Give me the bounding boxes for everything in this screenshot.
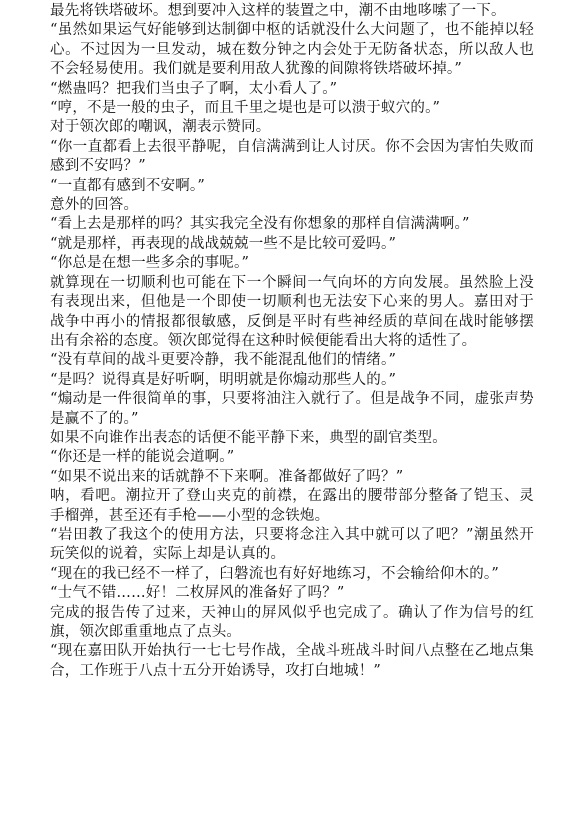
paragraph: “现在的我已经不一样了，臼磐流也有好好地练习，不会输给仰木的。”	[50, 565, 499, 582]
paragraph: 呐，看吧。潮拉开了登山夹克的前襟，在露出的腰带部分整备了铠玉、灵手榴弹，甚至还有手枪——小型的念铁炮。	[50, 488, 534, 524]
paragraph: 意外的回答。	[50, 197, 139, 214]
paragraph: “哼，不是一般的虫子，而且千里之堤也是可以溃于蚁穴的。”	[50, 100, 441, 117]
paragraph: 如果不向谁作出表态的话便不能平静下来，典型的副官类型。	[50, 429, 447, 446]
paragraph: “士气不错……好！二枚屏风的准备好了吗？”	[50, 585, 345, 602]
paragraph: “如果不说出来的话就静不下来啊。准备都做好了吗？”	[50, 468, 404, 485]
paragraph: “看上去是那样的吗？其实我完全没有你想象的那样自信满满啊。”	[50, 216, 470, 233]
paragraph: “你一直都看上去很平静呢，自信满满到让人讨厌。你不会因为害怕失败而感到不安吗？”	[50, 138, 534, 175]
paragraph: “是吗？说得真是好听啊，明明就是你煽动那些人的。”	[50, 371, 397, 388]
paragraph: “你总是在想一些多余的事呢。”	[50, 255, 250, 272]
paragraph: “就是那样，再表现的战战兢兢一些不是比较可爱吗。”	[50, 235, 397, 252]
paragraph: 对于领次郎的嘲讽，潮表示赞同。	[50, 119, 271, 136]
paragraph: 就算现在一切顺利也可能在下一个瞬间一气向坏的方向发展。虽然脸上没有表现出来，但他是一个即使一切顺利也无法安下心来的男人。嘉田对于战争中再小的情报都很敏感，反倒是平时有些神经质的草间在战时能够摆出有余裕的态度。领次郎觉得在这种时候便能看出大将的适性了。	[50, 274, 534, 349]
paragraph: “岩田教了我这个的使用方法，只要将念注入其中就可以了吧？”潮虽然开玩笑似的说着，实际上却是认真的。	[50, 526, 534, 563]
paragraph: “煽动是一件很简单的事，只要将油注入就行了。但是战争不同，虚张声势是赢不了的。”	[50, 391, 534, 427]
paragraph: 最先将铁塔破坏。想到要冲入这样的装置之中，潮不由地哆嗦了一下。	[50, 3, 506, 19]
paragraph: “现在嘉田队开始执行一七七号作战，全战斗班战斗时间八点整在乙地点集合，工作班于八点十五分开始诱导，攻打白地城！”	[50, 643, 534, 679]
paragraph: “虽然如果运气好能够到达制御中枢的话就没什么大问题了，也不能掉以轻心。不过因为一旦发动，城在数分钟之内会处于无防备状态，所以敌人也不会轻易使用。我们就是要利用敌人犹豫的间隙将铁塔破坏掉。”	[50, 22, 534, 78]
paragraph: “一直都有感到不安啊。”	[50, 177, 205, 194]
paragraph: “燃蛊吗？把我们当虫子了啊，太小看人了。”	[50, 80, 338, 97]
document-page	[50, 2, 534, 681]
paragraph: “你还是一样的能说会道啊。”	[50, 449, 235, 466]
paragraph: 完成的报告传了过来，天神山的屏风似乎也完成了。确认了作为信号的红旗，领次郎重重地点了点头。	[50, 604, 534, 640]
paragraph: “没有草间的战斗更要冷静，我不能混乱他们的情绪。”	[50, 352, 397, 369]
